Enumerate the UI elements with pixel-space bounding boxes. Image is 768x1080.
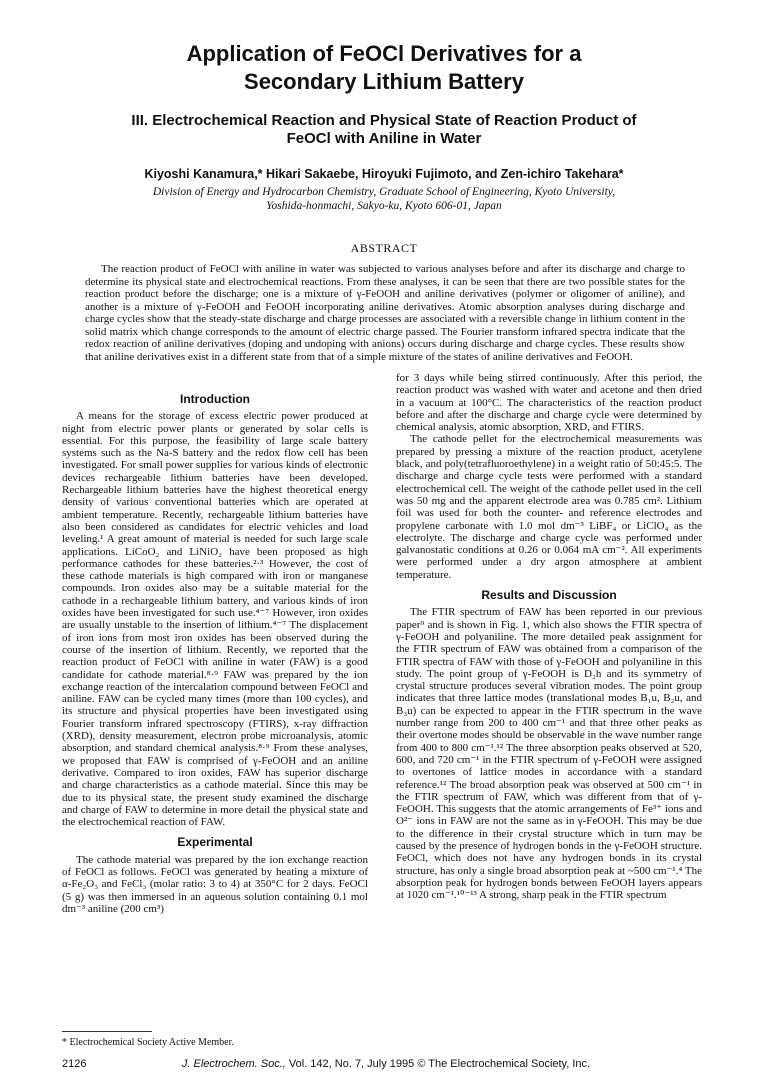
paper-subtitle <box>80 112 688 148</box>
journal-citation <box>62 1058 710 1070</box>
left-column <box>62 393 368 915</box>
footnote: * Electrochemical Society Active Member. <box>62 1037 234 1048</box>
introduction-heading: Introduction <box>180 392 250 406</box>
affiliation <box>40 185 728 213</box>
results-text: The FTIR spectrum of FAW has been reported in our previous paper⁹ and is shown in Fig. 1, which also shows the FTIR spectra of γ-FeOOH and polyaniline. The more detailed peak assignment for the FTIR spectrum of FAW was obtained from a comparison of the FTIR spectra of FAW with those of γ-FeOOH and polyaniline in this study. The point group of γ-FeOOH is D₂h and its symmetry of crystal structure produces several vibration modes. The point group indicates that three lattice modes (translational modes B₁u, B₂u, and B₃u) can be expected to appear in the FTIR spectrum in the wave number range from 200 to 400 cm⁻¹ and that three other peaks as their overtone modes should be observable in the wave number range from 400 to 800 cm⁻¹.¹² The three absorption peaks observed at 520, 600, and 720 cm⁻¹ in the FTIR spectrum of γ-FeOOH were assigned to overtones of lattice modes in accordance with a standard reference.¹² The broad absorption peak was observed at 500 cm⁻¹ in the FTIR spectrum of FAW, which was different from that of γ-FeOOH. This suggests that the atomic arrangements of Fe³⁺ ions and O²⁻ ions in FAW are not the same as in γ-FeOOH. This may be due to the difference in their crystal structure which in turn may be caused by the presence of hydrogen bonds in the γ-FeOOH structure. FeOCl, which does not have any hydrogen bonds in its crystal structure, has only a single broad absorption peak at ~500 cm⁻¹.⁴ The absorption peak for hydrogen bonds between FeOOH layers appears at 1020 cm⁻¹.¹⁰⁻¹³ A strong, sharp peak in the FTIR spectrum <box>396 606 702 902</box>
cathode-pellet-text: The cathode pellet for the electrochemical measurements was prepared by pressing a mixture of the reaction product, acetylene black, and poly(tetrafluoroethylene) in a weight ratio of 50:45:5. The discharge and charge cycle tests were performed with a standard electrochemical cell. The weight of the cathode pellet used in the cell was 50 mg and the apparent electrode area was 0.785 cm². Lithium foil was used for both the counter- and reference electrodes and propylene carbonate with 1.0 mol dm⁻³ LiBF₄ or LiClO₄ as the electrolyte. The discharge and charge cycle was performed under galvanostatic conditions at 0.26 or 0.064 mA cm⁻². All experiments were performed under a dry argon atmosphere at ambient temperature. <box>396 433 702 581</box>
footnote-rule <box>62 1031 152 1032</box>
title-line-1: Application of FeOCl Derivatives for a <box>186 41 582 66</box>
experimental-text: The cathode material was prepared by the ion exchange reaction of FeOCl as follows. FeOCl was generated by heating a mixture of α-Fe₂O₃ and FeCl₃ (molar ratio: 3 to 4) at 350°C for 2 days. FeOCl (5 g) was then immersed in an aqueous solution containing 0.1 mol dm⁻³ aniline (200 cm³) <box>62 853 368 915</box>
journal-name: J. Electrochem. Soc., <box>181 1058 286 1070</box>
abstract-text: The reaction product of FeOCl with aniline in water was subjected to various analyses before and after its discharge and charge to determine its physical state and electrochemical reactions. From these analyses, it can be seen that there are two possible states for the reaction product before the discharge; one is a mixture of γ-FeOOH and aniline derivatives (polymer or oligomer of aniline), and another is a mixture of γ-FeOOH and FeOOH incorporating aniline derivatives. Atomic absorption analyses during discharge and charge cycles show that the steady-state discharge and charge processes are associated with a reversible change in lithium content in the solid matrix which change corresponds to the amount of electric charge passed. The Fourier transform infrared spectra indicate that the redox reaction of aniline derivatives (doping and undoping with anions) occurs during discharge and charge cycles. These results show that aniline derivatives exist in a different state from that of a simple mixture of the states of aniline derivatives and FeOOH. <box>85 263 685 363</box>
subtitle-line-1: III. Electrochemical Reaction and Physical State of Reaction Product of <box>131 112 637 129</box>
experimental-continued-text: for 3 days while being stirred continuously. After this period, the reaction product was washed with water and acetone and then dried in a vacuum at 100°C. The characteristics of the reaction product before and after the discharge and charge cycle were determined by chemical analysis, atomic absorption, XRD, and FTIRS. <box>396 372 702 434</box>
author-list: Kiyoshi Kanamura,* Hikari Sakaebe, Hiroyuki Fujimoto, and Zen-ichiro Takehara* <box>144 167 624 181</box>
page-number: 2126 <box>62 1058 87 1070</box>
abstract-heading: ABSTRACT <box>350 241 418 255</box>
right-column <box>396 372 702 901</box>
introduction-text: A means for the storage of excess electric power produced at night from electric power plants or generated by solar cells is essential. For this purpose, the feasibility of large scale battery systems such as the Na-S battery and the redox flow cell has been investigated. For small power supplies for various kinds of electronic devices rechargeable lithium batteries have been developed. Rechargeable lithium batteries have the highest theoretical energy density of various conventional batteries which are operated at ambient temperature. Recently, rechargeable lithium batteries have also been considered as candidates for electric vehicles and load leveling.¹ A great amount of material is needed for such large scale applications. LiCoO₂ and LiNiO₂ have been proposed as high performance cathodes for these batteries.²·³ However, the cost of these cathode materials is high compared with iron or manganese compounds. Iron oxides also may be a suitable material for the cathode in a rechargeable lithium battery, and various kinds of iron oxides have been investigated for such use.⁴⁻⁷ However, iron oxides are usually unstable to the insertion of lithium.⁴⁻⁷ The displacement of iron ions from most iron oxides has been observed during the course of the insertion of lithium. Recently, we reported that the reaction product of FeOCl with aniline in water (FAW) is a good candidate for cathode material.⁸·⁹ FAW was prepared by the ion exchange reaction of the intercalation compound between FeOCl and aniline. FAW can be cycled many times (more than 100 cycles), and its structure and physical properties have been investigated using Fourier transform infrared spectroscopy (FTIRS), x-ray diffraction (XRD), density measurement, electron probe microanalysis, atomic absorption, and standard chemical analysis.⁸·⁹ From these analyses, we proposed that FAW is comprised of γ-FeOOH and an aniline derivative. Compared to iron oxides, FAW has superior discharge and charge characteristics as a cathode material. Since this may be due to its physical state, the present study examined the discharge and charge of FAW to determine in more detail the physical state and the electrochemical reaction of FAW. <box>62 410 368 829</box>
journal-details: Vol. 142, No. 7, July 1995 © The Electrochemical Society, Inc. <box>285 1058 591 1070</box>
affiliation-line-2: Yoshida-honmachi, Sakyo-ku, Kyoto 606-01, Japan <box>266 200 502 212</box>
results-heading: Results and Discussion <box>481 588 617 603</box>
affiliation-line-1: Division of Energy and Hydrocarbon Chemistry, Graduate School of Engineering, Kyoto University, <box>152 186 616 198</box>
subtitle-line-2: FeOCl with Aniline in Water <box>286 130 482 147</box>
page-footer <box>62 1058 710 1072</box>
title-line-2: Secondary Lithium Battery <box>244 69 524 94</box>
experimental-heading: Experimental <box>177 835 253 850</box>
paper-title <box>60 40 708 96</box>
